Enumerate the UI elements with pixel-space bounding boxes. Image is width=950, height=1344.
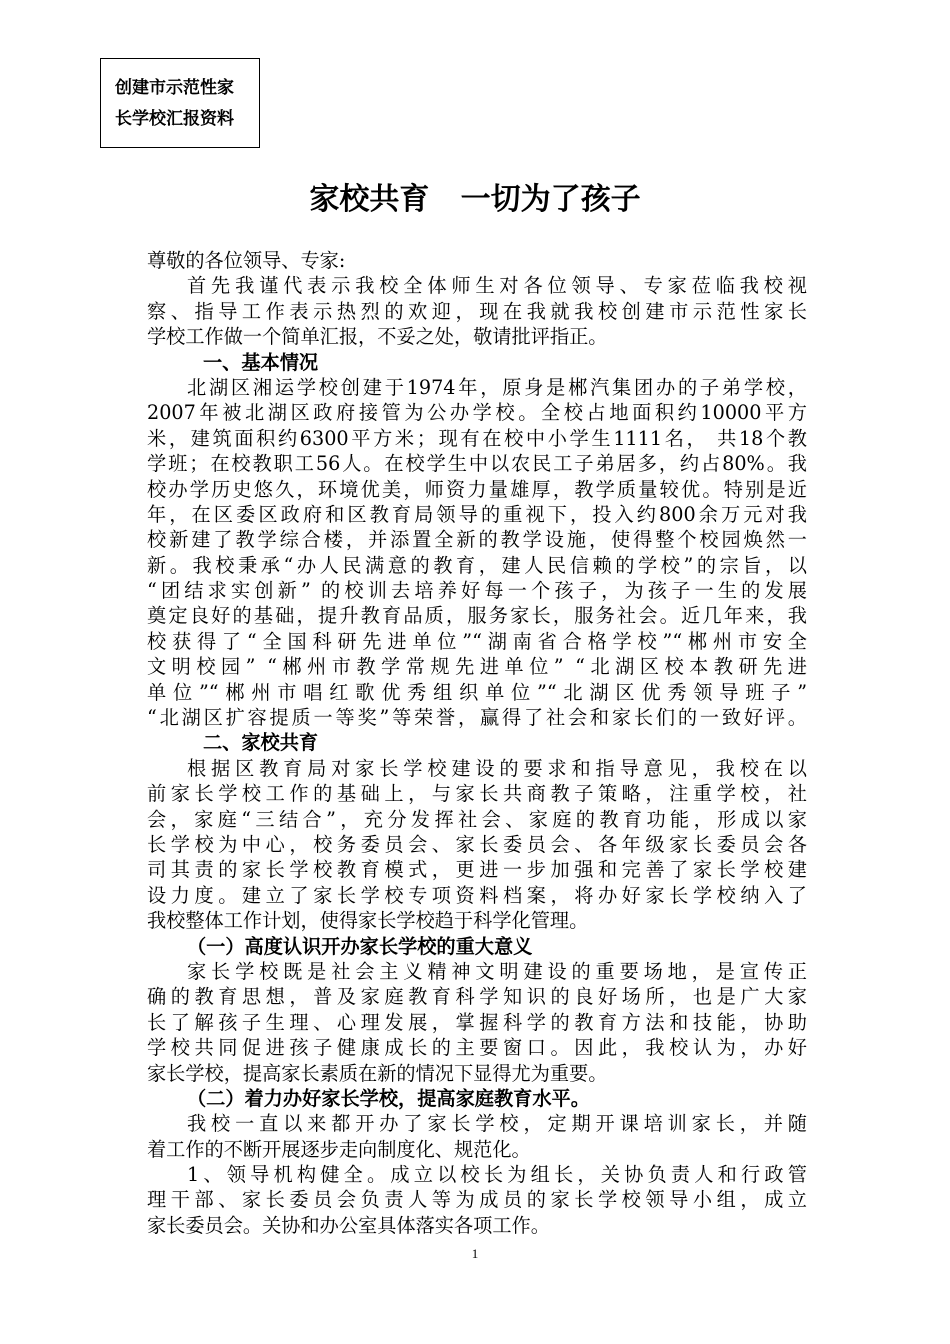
text-line: 校获得了“全国科研先进单位”“湖南省合格学校”“郴州市安全 — [147, 629, 807, 653]
text-line: 北湖区湘运学校创建于1974年，原身是郴汽集团办的子弟学校， — [187, 375, 807, 399]
text-line: 校办学历史悠久，环境优美，师资力量雄厚，教学质量较优。特别是近 — [147, 477, 807, 501]
text-line: 我校整体工作计划，使得家长学校趋于科学化管理。 — [147, 909, 589, 933]
text-line: 长学校为中心，校务委员会、家长委员会、各年级家长委员会各 — [147, 832, 807, 856]
text-line: 我校一直以来都开办了家长学校，定期开课培训家长，并随 — [187, 1112, 807, 1136]
text-line: 家长学校既是社会主义精神文明建设的重要场地，是宣传正 — [187, 959, 807, 983]
text-line: 年，在区委区政府和区教育局领导的重视下，投入约800余万元对我 — [147, 502, 807, 526]
text-line: 家长学校，提高家长素质在新的情况下显得尤为重要。 — [147, 1061, 608, 1085]
text-line: 二、家校共育 — [203, 731, 319, 755]
text-line: “团结求实创新” 的校训去培养好每一个孩子，为孩子一生的发展 — [147, 579, 807, 603]
text-line: 文明校园” “郴州市教学常规先进单位” “北湖区校本教研先进 — [147, 655, 807, 679]
text-line: （二）着力办好家长学校，提高家庭教育水平。 — [187, 1086, 590, 1110]
text-line: 学校工作做一个简单汇报，不妥之处，敬请批评指正。 — [147, 325, 608, 349]
text-line: 前家长学校工作的基础上，与家长共商教子策略，注重学校，社 — [147, 782, 807, 806]
text-line: 学班；在校教职工56人。在校学生中以农民工子弟居多，约占80%。我 — [147, 452, 807, 476]
document-title: 家校共育 一切为了孩子 — [309, 182, 641, 217]
text-line: 校新建了教学综合楼，并添置全新的教学设施，使得整个校园焕然一 — [147, 528, 807, 552]
text-line: 察、指导工作表示热烈的欢迎，现在我就我校创建市示范性家长 — [147, 299, 807, 323]
text-line: （一）高度认识开办家长学校的重大意义 — [187, 934, 533, 958]
document-body — [147, 248, 807, 1238]
text-line: 根据区教育局对家长学校建设的要求和指导意见，我校在以 — [187, 756, 807, 780]
text-line: 新。我校秉承“办人民满意的教育，建人民信赖的学校”的宗旨，以 — [147, 553, 807, 577]
text-line: 长了解孩子生理、心理发展，掌握科学的教育方法和技能，协助 — [147, 1010, 807, 1034]
text-line: 司其责的家长学校教育模式，更进一步加强和完善了家长学校建 — [147, 858, 807, 882]
text-line: 单位”“郴州市唱红歌优秀组织单位”“北湖区优秀领导班子” — [147, 680, 807, 704]
text-line: 会，家庭“三结合”，充分发挥社会、家庭的教育功能，形成以家 — [147, 807, 807, 831]
label-line-1: 创建市示范性家 — [115, 78, 234, 98]
text-line: 着工作的不断开展逐步走向制度化、规范化。 — [147, 1137, 531, 1161]
text-line: 确的教育思想，普及家庭教育科学知识的良好场所，也是广大家 — [147, 985, 807, 1009]
text-line: 米，建筑面积约6300平方米；现有在校中小学生1111名， 共18个教 — [147, 426, 807, 450]
text-line: 首先我谨代表示我校全体师生对各位领导、专家莅临我校视 — [187, 274, 807, 298]
text-line: 一、基本情况 — [203, 350, 319, 374]
page-number: 1 — [471, 1246, 479, 1261]
text-line: 1、领导机构健全。成立以校长为组长，关协负责人和行政管 — [187, 1163, 807, 1187]
text-line: 学校共同促进孩子健康成长的主要窗口。因此，我校认为，办好 — [147, 1036, 807, 1060]
text-line: 理干部、家长委员会负责人等为成员的家长学校领导小组，成立 — [147, 1188, 807, 1212]
label-line-2: 长学校汇报资料 — [115, 109, 234, 129]
text-line: 2007年被北湖区政府接管为公办学校。全校占地面积约10000平方 — [147, 401, 807, 425]
label-box — [100, 58, 260, 148]
text-line: 尊敬的各位领导、专家: — [147, 249, 346, 272]
text-line: 家长委员会。关协和办公室具体落实各项工作。 — [147, 1213, 550, 1237]
text-line: “北湖区扩容提质一等奖”等荣誉，赢得了社会和家长们的一致好评。 — [147, 706, 807, 730]
text-line: 设力度。建立了家长学校专项资料档案，将办好家长学校纳入了 — [147, 883, 807, 907]
text-line: 奠定良好的基础，提升教育品质，服务家长，服务社会。近几年来，我 — [147, 604, 807, 628]
